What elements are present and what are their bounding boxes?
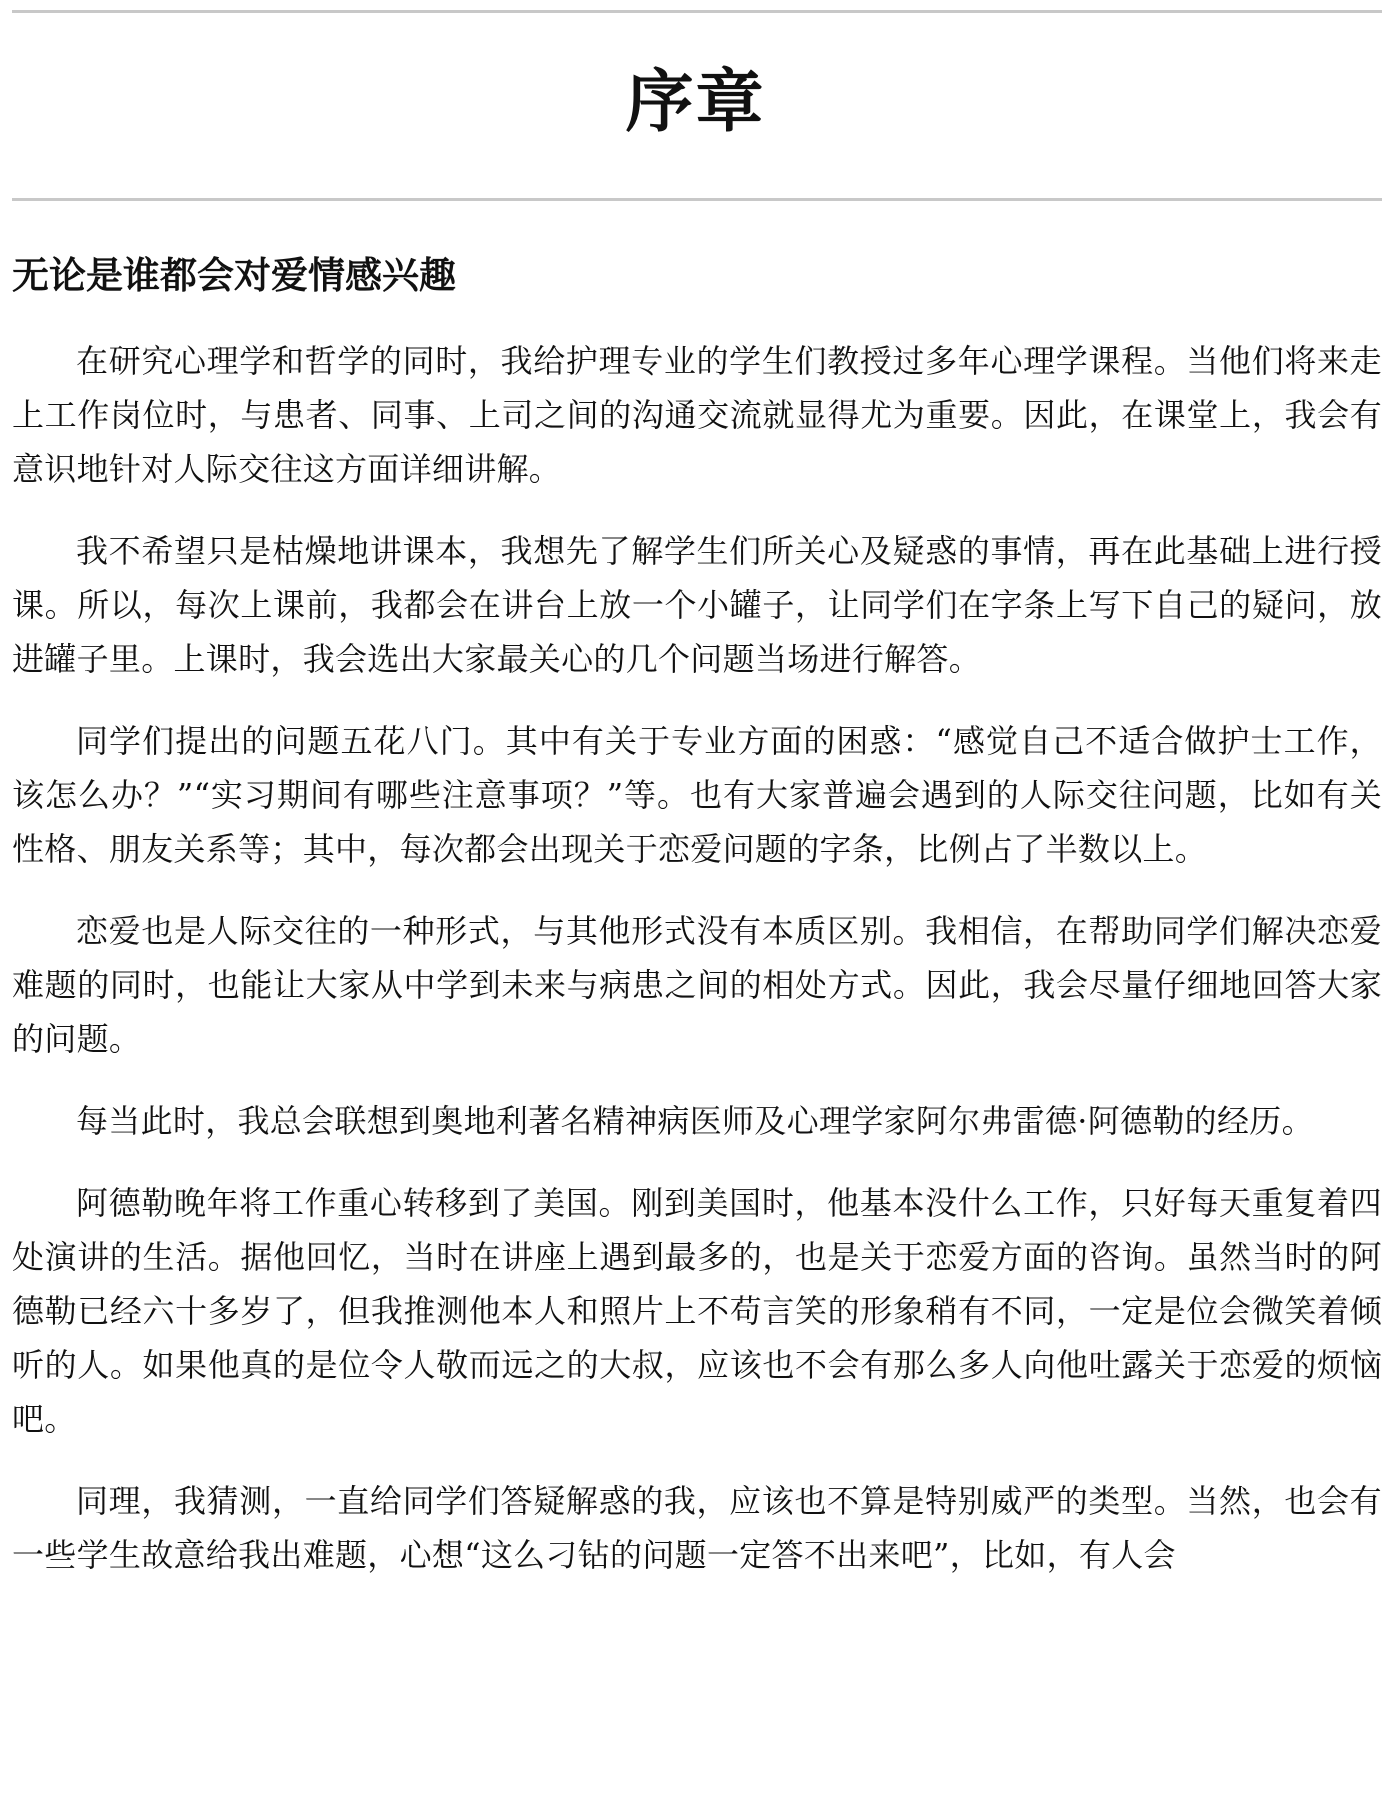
- paragraph: 恋爱也是人际交往的一种形式，与其他形式没有本质区别。我相信，在帮助同学们解决恋爱难题的同时，也能让大家从中学到未来与病患之间的相处方式。因此，我会尽量仔细地回答大家的问题。: [12, 912, 1382, 1058]
- paragraph: 同理，我猜测，一直给同学们答疑解惑的我，应该也不算是特别威严的类型。当然，也会有一些学生故意给我出难题，心想“这么刁钻的问题一定答不出来吧”，比如，有人会: [12, 1482, 1382, 1574]
- top-divider: [12, 10, 1382, 13]
- paragraph: 在研究心理学和哲学的同时，我给护理专业的学生们教授过多年心理学课程。当他们将来走上工作岗位时，与患者、同事、上司之间的沟通交流就显得尤为重要。因此，在课堂上，我会有意识地针对人际交往这方面详细讲解。: [12, 342, 1382, 488]
- paragraph: 同学们提出的问题五花八门。其中有关于专业方面的困惑：“感觉自己不适合做护士工作，该怎么办？”“实习期间有哪些注意事项？”等。也有大家普遍会遇到的人际交往问题，比如有关性格、朋友关系等；其中，每次都会出现关于恋爱问题的字条，比例占了半数以上。: [12, 722, 1382, 868]
- paragraph: 每当此时，我总会联想到奥地利著名精神病医师及心理学家阿尔弗雷德·阿德勒的经历。: [76, 1102, 1314, 1140]
- body-text: [12, 334, 1382, 1610]
- paragraph: 阿德勒晚年将工作重心转移到了美国。刚到美国时，他基本没什么工作，只好每天重复着四处演讲的生活。据他回忆，当时在讲座上遇到最多的，也是关于恋爱方面的咨询。虽然当时的阿德勒已经六十多岁了，但我推测他本人和照片上不苟言笑的形象稍有不同，一定是位会微笑着倾听的人。如果他真的是位令人敬而远之的大叔，应该也不会有那么多人向他吐露关于恋爱的烦恼吧。: [12, 1184, 1382, 1438]
- paragraph: 我不希望只是枯燥地讲课本，我想先了解学生们所关心及疑惑的事情，再在此基础上进行授课。所以，每次上课前，我都会在讲台上放一个小罐子，让同学们在字条上写下自己的疑问，放进罐子里。上课时，我会选出大家最关心的几个问题当场进行解答。: [12, 532, 1382, 678]
- chapter-title: 序章: [625, 63, 766, 142]
- section-heading: 无论是谁都会对爱情感兴趣: [12, 254, 456, 297]
- title-divider: [12, 198, 1382, 201]
